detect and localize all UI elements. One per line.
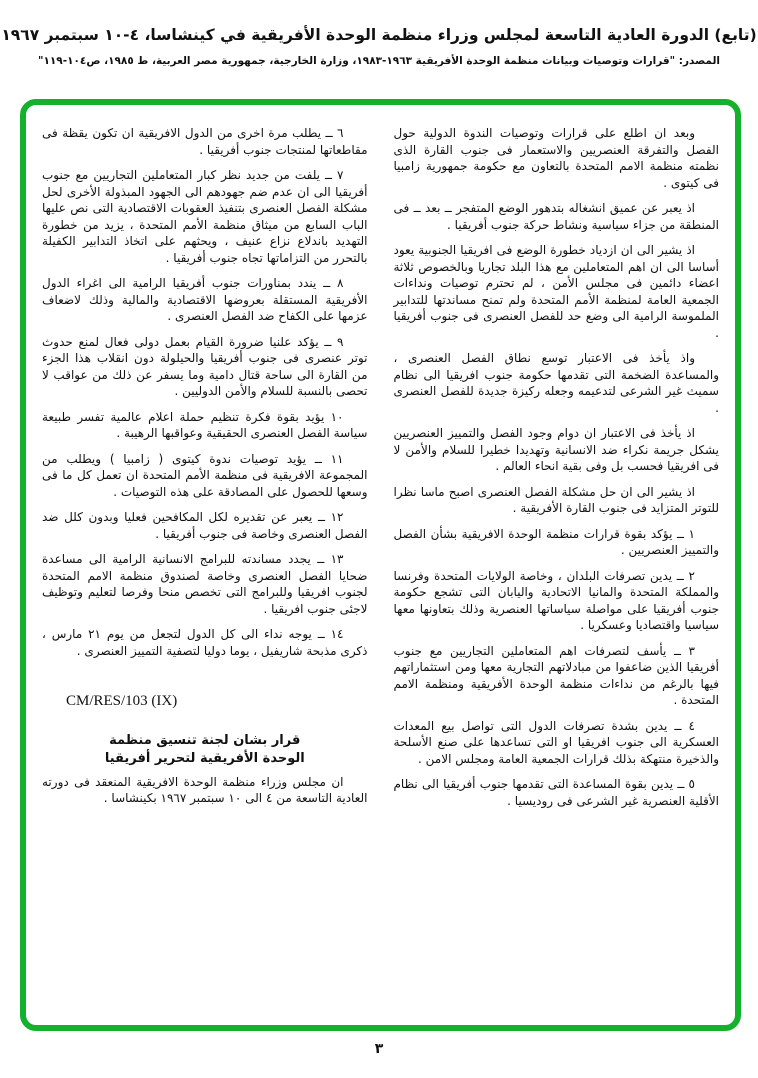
preamble-paragraph: اذ يشير الى ان حل مشكلة الفصل العنصرى اصبح ماسا نظرا للتوتر المتزايد فى جنوب القارة الأفريقية . — [393, 484, 719, 515]
preamble-paragraph: اذ يأخذ فى الاعتبار ان دوام وجود الفصل والتمييز العنصريين يشكل جريمة نكراء ضد الانسانية وتهديدا خطيرا للسلام والأمن لا فى افريقيا فحسب بل وفى بقية انحاء العالم . — [393, 426, 719, 473]
document-border — [20, 99, 741, 1031]
preamble-paragraph: اذ يعبر عن عميق انشغاله بتدهور الوضع المتفجر ــ بعد ــ فى المنطقة من جزاء سياسية ونشاط حركة جنوب أفريقيا . — [393, 201, 719, 232]
resolution-item-4: ٤ ــ يدين بشدة تصرفات الدول التى تواصل بيع المعدات العسكرية الى جنوب افريقيا او التى تساعدها على صنع الأسلحة والذخيرة منتهكة بذلك قرارات الجمعية العامة ومجلس الامن . — [393, 718, 719, 766]
resolution-item-14: ١٤ ــ يوجه نداء الى كل الدول لتجعل من يوم ٢١ مارس ، ذكرى مذبحة شاريفيل ، يوما دوليا لتصفية التمييز العنصرى . — [42, 627, 368, 658]
two-column-text — [42, 125, 719, 1011]
source-citation: المصدر: "قرارات وتوصيات وبيانات منظمة الوحدة الأفريقية ١٩٦٣-١٩٨٣، وزارة الخارجية، جمهورية مصر العربية، ط ١٩٨٥، ص١٠٤-١١٩" — [38, 55, 720, 67]
next-resolution-title — [42, 732, 368, 768]
resolution-item-6: ٦ ــ يطلب مرة اخرى من الدول الافريقية ان تكون يقظة فى مقاطعاتها لمنتجات جنوب أفريقيا . — [42, 126, 368, 157]
preamble-paragraph: واذ يأخذ فى الاعتبار توسع نطاق الفصل العنصرى ، والمساعدة الضخمة التى تقدمها حكومة جنوب افريقيا الى نظام سميث غير الشرعى لتدعيمه وجعله ركيزة جديدة للفصل العنصرى . — [393, 351, 719, 415]
next-resolution-opening-paragraph: ان مجلس وزراء منظمة الوحدة الافريقية المنعقد فى دورته العادية التاسعة من ٤ الى ١٠ سبتمبر ١٩٦٧ بكينشاسا . — [42, 774, 368, 805]
session-title: (تابع) الدورة العادية التاسعة لمجلس وزراء منظمة الوحدة الأفريقية في كينشاسا، ٤-١٠ سبتمبر ١٩٦٧ — [1, 26, 757, 44]
next-resolution-title-line2: الوحدة الأفريقية لتحرير أفريقيا — [104, 750, 305, 766]
left-text-column — [42, 125, 368, 1011]
next-resolution-title-line1: قرار بشان لجنة تنسيق منظمة — [109, 732, 301, 748]
resolution-item-10: ١٠ يؤيد بقوة فكرة تنظيم حملة اعلام عالمية تفسر طبيعة سياسة الفصل العنصرى الحقيقية وعواقبها الرهيبة . — [42, 409, 368, 440]
resolution-item-13: ١٣ ــ يجدد مساندته للبرامج الانسانية الرامية الى مساعدة ضحايا الفصل العنصرى وخاصة لصندوق منظمة الامم المتحدة لجنوب افريقيا وللبرامج التى تخصص منحا وفرصا لتعليم وتوظيف لاجئى جنوب افريقيا . — [42, 552, 368, 616]
resolution-item-2: ٢ ــ يدين تصرفات البلدان ، وخاصة الولايات المتحدة وفرنسا والمملكة المتحدة والمانيا الاتحادية واليابان التى تشجع حكومة جنوب أفريقيا على مواصلة سياساتها العنصرية وذلك بتعاونها معها سياسيا واقتصاديا وعسكريا . — [393, 568, 719, 632]
right-text-column — [394, 125, 720, 1011]
resolution-reference-code: CM/RES/103 (IX) — [66, 693, 178, 709]
document-header — [0, 0, 758, 67]
resolution-item-8: ٨ ــ يندد بمناورات جنوب أفريقيا الرامية الى اغراء الدول الأفريقية المستقلة بعروضها الاقتصادية والمالية وذلك لاضعاف عزمها على الكفاح ضد الفصل العنصرى . — [42, 276, 368, 323]
resolution-item-11: ١١ ــ يؤيد توصيات ندوة كيتوى ( زامبيا ) ويطلب من المجموعة الافريقية فى منظمة الأمم المتحدة ان تعمل كل ما فى وسعها للحصول على المصادقة على هذه التوصيات . — [42, 451, 368, 499]
resolution-item-3: ٣ ــ يأسف لتصرفات اهم المتعاملين التجاريين مع جنوب أفريقيا الذين ضاعفوا من مبادلاتهم التجارية معها ومن استثماراتهم فيها بالرغم من نداءات منظمة الوحدة الأفريقية ومنظمة الامم المتحدة . — [393, 643, 719, 707]
resolution-item-12: ١٢ ــ يعبر عن تقديره لكل المكافحين فعليا وبدون كلل ضد الفصل العنصرى وخاصة فى جنوب أفريقيا . — [42, 510, 368, 541]
resolution-item-7: ٧ ــ يلفت من جديد نظر كبار المتعاملين التجاريين مع جنوب أفريقيا الى ان عدم ضم جهودهم الى الجهود المبذولة الأخرى لحل مشكلة الفصل العنصرى بتنفيذ العقوبات الاقتصادية التى نص عليها الباب السابع من ميثاق منظمة الأمم المتحدة ، يزيد من خطورة التهديد باندلاع نزاع عنيف ، ويحثهم على اتخاذ التدابير الكفيلة بالتحرر من التزاماتها تجاه جنوب أفريقيا . — [42, 168, 368, 265]
preamble-paragraph: اذ يشير الى ان ازدياد خطورة الوضع فى افريقيا الجنوبية يعود أساسا الى ان اهم المتعاملين مع هذا البلد تجاريا وبالخصوص ثلاثة اعضاء دائمين فى مجلس الأمن ، لم تحترم توصيات ونداءات الجمعية العامة لمنظمة الأمم المتحدة ولم تمنح مساندتها للتدابير الملموسة الرامية الى وضع حد للفصل العنصرى فى جنوب أفريقيا . — [393, 243, 719, 340]
resolution-item-9: ٩ ــ يؤكد علنيا ضرورة القيام بعمل دولى فعال لمنع حدوث توتر عنصرى فى جنوب أفريقيا والحيلولة دون انقلاب هذا الجزء من القارة الى ساحة قتال دامية وما يسفر عن ذلك من عواقب لا تحصى بالنسبة للسلام والأمن الدوليين . — [42, 334, 368, 398]
resolution-item-1: ١ ــ يؤكد بقوة قرارات منظمة الوحدة الافريقية بشأن الفصل والتمييز العنصريين . — [393, 526, 719, 557]
page-number: ٣ — [374, 1041, 384, 1057]
resolution-item-5: ٥ ــ يدين بقوة المساعدة التى تقدمها جنوب أفريقيا الى نظام الأقلية العنصرية غير الشرعى فى روديسيا . — [393, 777, 719, 808]
preamble-paragraph: وبعد ان اطلع على قرارات وتوصيات الندوة الدولية حول الفصل والتفرقة العنصريين والاستعمار فى جنوب القارة الذى نظمته منظمة الامم المتحدة بالتعاون مع حكومة جمهورية زامبيا فى كيتوى . — [393, 126, 719, 190]
